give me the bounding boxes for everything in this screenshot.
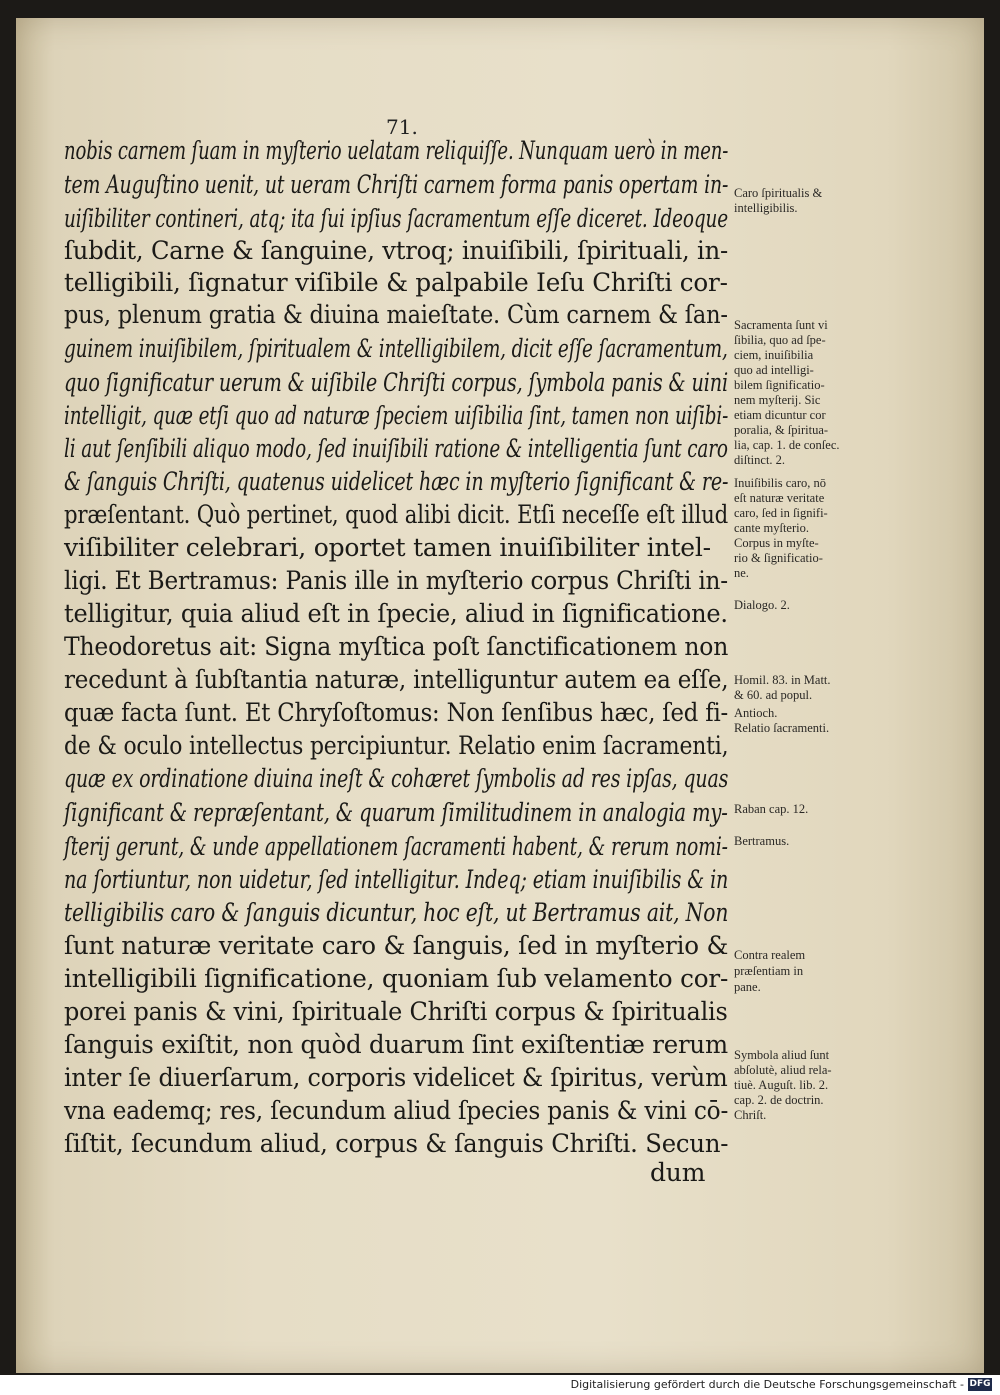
marginal-note: & 60. ad popul. [734,688,813,702]
body-line: uiſibiliter contineri, atq; ita ſui ipſius ſacramentum eſſe diceret. Ideoque [64,204,729,233]
body-line: vna eademq; res, ſecundum aliud ſpecies panis & vini cō- [64,1096,729,1125]
body-line: intelligibili ſignificatione, quoniam ſub velamento cor- [64,964,729,993]
marginal-note: Inuiſibilis caro, nō [734,476,826,490]
body-line: telligibili, ſignatur viſibile & palpabile Ieſu Chriſti cor- [64,268,728,297]
body-line: inter ſe diuerſarum, corporis videlicet & ſpiritus, verùm [64,1063,728,1092]
body-line: ſanguis exiſtit, non quòd duarum ſint exiſtentiæ rerum [64,1030,728,1059]
marginal-note: cap. 2. de doctrin. [734,1093,824,1107]
marginal-note: quo ad intelligi- [734,363,814,377]
marginal-note: nem myſterij. Sic [734,393,821,407]
body-line: ſignificant & repræſentant, & quarum ſimilitudinem in analogia my- [64,798,728,827]
body-line: nobis carnem ſuam in myſterio uelatam reliquiſſe. Nunquam uerò in men- [64,136,729,165]
body-line: recedunt à ſubſtantia naturæ, intelliguntur autem ea eſſe, [64,665,729,694]
body-line: porei panis & vini, ſpirituale Chriſti corpus & ſpiritualis [64,997,728,1026]
marginal-note: Raban cap. 12. [734,802,809,816]
body-line: viſibiliter celebrari, oportet tamen inuiſibiliter intel- [64,533,711,562]
dfg-logo: DFG [969,1379,991,1389]
body-line: ligi. Et Bertramus: Panis ille in myſterio corpus Chriſti in- [64,566,728,595]
body-line: li aut ſenſibili aliquo modo, ſed inuiſibili ratione & intelligentia ſunt caro [64,434,728,463]
body-line: telligitur, quia aliud eſt in ſpecie, aliud in ſignificatione. [64,599,728,628]
catchword: dum [650,1158,706,1187]
marginal-note: Chriſt. [734,1108,767,1122]
body-line: Theodoretus ait: Signa myſtica poſt ſanctificationem non [64,632,729,661]
marginal-note: Relatio ſacramenti. [734,721,830,735]
marginal-note: ne. [734,566,749,580]
body-line: præſentant. Quò pertinet, quod alibi dicit. Etſi neceſſe eſt illud [64,500,729,529]
body-line: guinem inuiſibilem, ſpiritualem & intelligibilem, dicit eſſe ſacramentum, [64,334,728,363]
marginal-note: bilem ſignificatio- [734,378,825,392]
marginal-note: eſt naturæ veritate [734,491,825,505]
body-line: na ſortiuntur, non uidetur, ſed intelligitur. Indeq; etiam inuiſibilis & in [64,865,729,894]
marginal-note: diſtinct. 2. [734,453,786,467]
marginal-note: Caro ſpiritualis & [734,186,823,200]
marginal-note: abſolutè, aliud rela- [734,1063,832,1077]
marginal-note: Contra realem [734,948,806,962]
marginal-note: Homil. 83. in Matt. [734,673,831,687]
body-line: quæ ex ordinatione diuina ineſt & cohæret ſymbolis ad res ipſas, quas [64,764,729,793]
body-line: & ſanguis Chriſti, quatenus uidelicet hæc in myſterio ſignificant & re- [64,467,729,496]
marginal-note: intelligibilis. [734,201,798,215]
marginal-note: Antioch. [734,706,778,720]
body-line: tem Auguſtino uenit, ut ueram Chriſti carnem forma panis opertam in- [64,170,729,199]
marginal-note: Sacramenta ſunt vi [734,318,828,332]
body-line: de & oculo intellectus percipiuntur. Relatio enim ſacramenti, [64,731,729,760]
marginal-note: lia, cap. 1. de conſec. [734,438,840,452]
marginal-note: Dialogo. 2. [734,598,790,612]
marginal-note: præſentiam in [734,964,804,978]
marginal-note: rio & ſignificatio- [734,551,823,565]
marginal-note: ciem, inuiſibilia [734,348,814,362]
body-line: pus, plenum gratia & diuina maieſtate. Cùm carnem & ſan- [64,300,728,329]
body-line: intelligit, quæ etſi quo ad naturæ ſpeciem uiſibilia ſint, tamen non uiſibi- [64,401,729,430]
funding-notice: Digitalisierung gefördert durch die Deutsche Forschungsgemeinschaft - [570,1378,964,1391]
marginal-note: Bertramus. [734,834,790,848]
footer-bar [0,1375,1000,1395]
body-line: quo ſignificatur uerum & uiſibile Chriſti corpus, ſymbola panis & uini [64,368,728,397]
marginal-note: pane. [734,980,761,994]
page-number: 71. [386,115,418,139]
marginal-note: Symbola aliud ſunt [734,1048,830,1062]
body-line: quæ facta ſunt. Et Chryſoſtomus: Non ſenſibus hæc, ſed fi- [64,698,729,727]
marginal-note: tiuè. Auguſt. lib. 2. [734,1078,829,1092]
marginal-note: Corpus in myſte- [734,536,819,550]
body-line: ſubdit, Carne & ſanguine, vtroq; inuiſibili, ſpirituali, in- [64,236,729,265]
body-line: ſunt naturæ veritate caro & ſanguis, ſed in myſterio & [64,931,729,960]
marginal-note: caro, ſed in ſignifi- [734,506,828,520]
marginal-note: etiam dicuntur cor [734,408,826,422]
body-line: ſiſtit, ſecundum aliud, corpus & ſanguis Chriſti. Secun- [64,1129,729,1158]
marginal-note: poralia, & ſpiritua- [734,423,829,437]
body-line: telligibilis caro & ſanguis dicuntur, hoc eſt, ut Bertramus ait, Non [64,898,729,927]
book-page [16,18,984,1373]
body-line: ſterij gerunt, & unde appellationem ſacramenti habent, & rerum nomi- [64,832,728,861]
marginal-note: ſibilia, quo ad ſpe- [734,333,826,347]
marginal-note: cante myſterio. [734,521,809,535]
